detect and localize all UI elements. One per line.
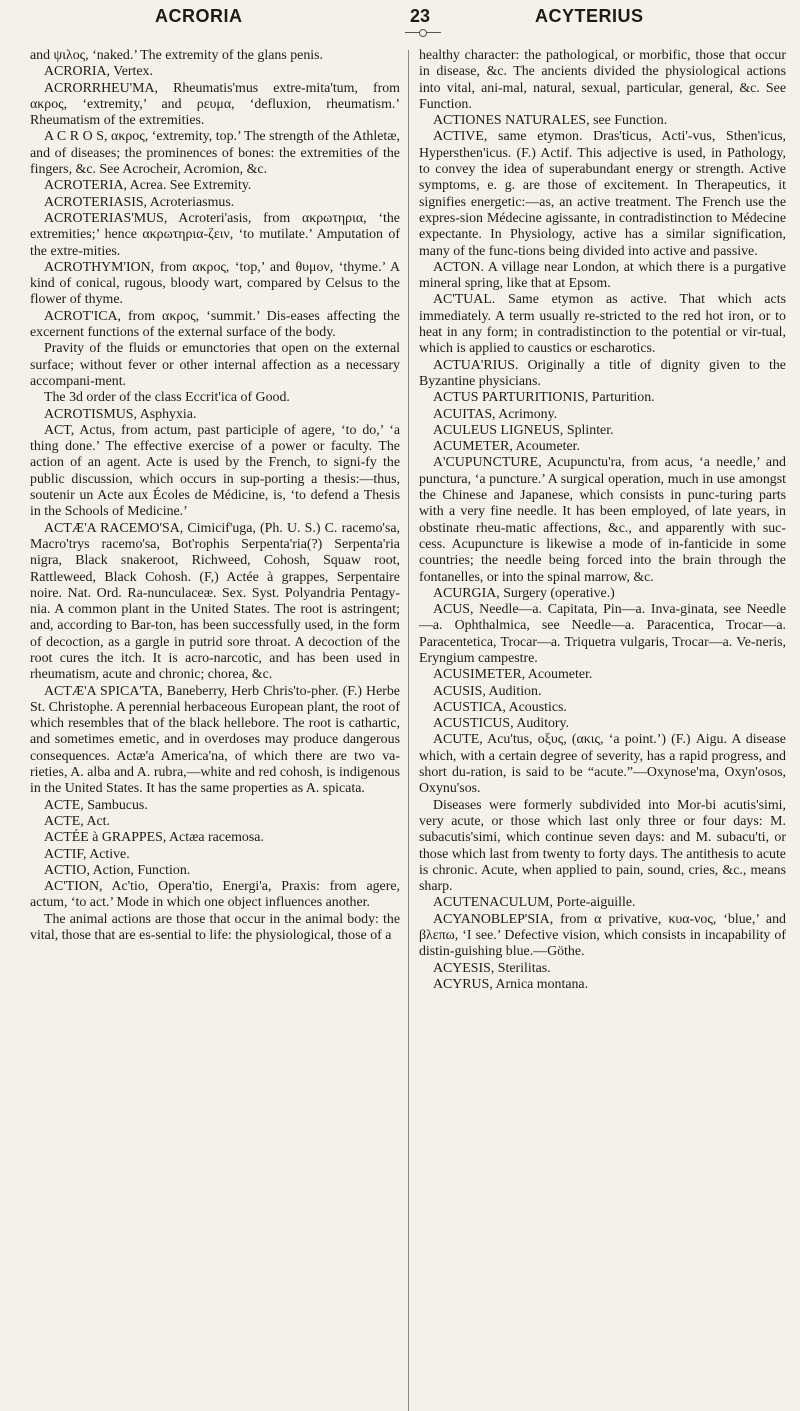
entry: A'CUPUNCTURE, Acupunctu'ra, from acus, ‘a needle,’ and punctura, ‘a puncture.’ A surgical operation, much in use amongst the Chinese and Japanese, which consists in punc-turing parts with a very fine needle. It has been employed, of late years, in obstinate rheu-matic affections, &c., and apparently with suc-cess. Acupuncture is likewise a mode of in-fanticide in some countries; the needle being forced into the brain through the fontanelles, or into the spinal marrow, &c. xyxy=(418,455,786,585)
entry: ACTIF, Active. xyxy=(44,846,130,862)
entry: ACTON. A village near London, at which there is a purgative mineral spring, like that at Epsom. xyxy=(418,259,786,292)
entry: ACYESIS, Sterilitas. xyxy=(432,960,551,976)
left-running-headword: ACRORIA xyxy=(155,6,243,26)
page-header xyxy=(30,0,786,50)
entry: ACUMETER, Acoumeter. xyxy=(432,439,580,455)
text-columns xyxy=(30,48,786,1411)
entry: healthy character: the pathological, or morbific, those that occur in disease, &c. The ancients divided the physiological actions into vital, ani-mal, natural, sexual, particular, general, &c. See Function. xyxy=(418,48,786,112)
entry: ACTÉE à GRAPPES, Actæa racemosa. xyxy=(44,830,264,846)
entry: ACROTERIAS'MUS, Acroteri'asis, from ακρωτηρια, ‘the extremities;’ hence ακρωτηρια-ζειν, ‘to mutilate.’ Amputation of the extre-mities. xyxy=(30,210,400,259)
entry: ACUSIMETER, Acoumeter. xyxy=(432,667,593,683)
entry: ACYANOBLEP'SIA, from α privative, κυα-νος, ‘blue,’ and βλεπω, ‘I see.’ Defective vision, which consists in incapability of distin-guishing blue.—Göthe. xyxy=(418,911,786,960)
entry: ACROTISMUS, Asphyxia. xyxy=(44,406,197,422)
entry: ACURGIA, Surgery (operative.) xyxy=(432,585,615,601)
entry: ACULEUS LIGNEUS, Splinter. xyxy=(432,422,614,438)
entry: ACYRUS, Arnica montana. xyxy=(432,976,589,992)
entry: ACTIONES NATURALES, see Function. xyxy=(432,113,668,129)
entry: Pravity of the fluids or emunctories that open on the external surface; without fever or other internal affection as a necessary accompani-ment. xyxy=(30,341,400,389)
entry: The animal actions are those that occur in the animal body: the vital, those that are es-sential to life: the physiological, those of a xyxy=(30,911,400,944)
column-divider xyxy=(408,50,409,1411)
entry: ACTÆ'A RACEMO'SA, Cimicif'uga, (Ph. U. S.) C. racemo'sa, Macro'trys racemo'sa, Bot'rophis Serpenta'ria(?) Serpenta'ria nigra, Black snakeroot, Richweed, Cohosh, Squaw root, Rattleweed, Black Cohosh. (F,) Actée à grappes, Serpentaire noire. Nat. Ord. Ra-nunculaceæ. Sex. Syst. Polyandria Pentagy-nia. A common plant in the United States. The root is astringent; and, according to Bar-ton, has been successfully used, in the form of decoction, as a gargle in putrid sore throat. A decoction of the root cures the itch. It is acro-narcotic, and has been used in rheumatism, acute and chronic; chorea, &c. xyxy=(30,520,400,683)
entry: ACUTE, Acu'tus, οξυς, (ακις, ‘a point.’) (F.) Aigu. A disease which, with a certain degree of severity, has a rapid progress, and short du-ration, is said to be “acute.”—Oxynose'ma, Oxyn'osos, Oxynu'sos. xyxy=(418,732,786,797)
entry: ACUTENACULUM, Porte-aiguille. xyxy=(432,895,636,911)
right-column xyxy=(419,48,786,1411)
entry: ACRORIA, Vertex. xyxy=(44,64,153,80)
entry: ACROTHYM'ION, from ακρος, ‘top,’ and θυμον, ‘thyme.’ A kind of conical, rugous, bloody wart, compared by Celsus to the flower of thyme. xyxy=(30,259,400,308)
entry: ACTÆ'A SPICA'TA, Baneberry, Herb Chris'to-pher. (F.) Herbe St. Christophe. A perennial herbaceous European plant, the root of which resembles that of the black hellebore. The root is cathartic, and sometimes emetic, and in overdoses may produce dangerous consequences. Actæ'a America'na, of which there are two va-rieties, A. alba and A. rubra,—white and red cohosh, is indigenous in the United States. It has the same properties as A. spicata. xyxy=(30,683,400,797)
entry: and ψιλος, ‘naked.’ The extremity of the glans penis. xyxy=(30,48,324,63)
entry: ACROTERIASIS, Acroteriasmus. xyxy=(44,194,235,210)
entry: ACUSTICUS, Auditory. xyxy=(432,716,570,732)
entry: ACTIO, Action, Function. xyxy=(44,862,191,878)
entry: The 3d order of the class Eccrit'ica of Good. xyxy=(44,390,290,406)
entry: ACTE, Sambucus. xyxy=(44,797,148,813)
entry: ACUSTICA, Acoustics. xyxy=(432,699,567,715)
entry: ACROTERIA, Acrea. See Extremity. xyxy=(44,178,252,194)
entry: Diseases were formerly subdivided into Mor-bi acutis'simi, very acute, or those which last only three or four days: M. subacutis'simi, which continue seven days: and M. subacu'ti, or those which last from twenty to forty days. The antithesis to acute is chronic. Acute, when applied to pain, sound, cries, &c., means sharp. xyxy=(418,797,786,895)
right-running-headword: ACYTERIUS xyxy=(535,6,644,26)
entry: ACTIVE, same etymon. Dras'ticus, Acti'-vus, Sthen'icus, Hypersthen'icus. (F.) Actif. This adjective is used, in Pathology, to convey the idea of superabundant energy or strength. Active symptoms, e. g. are those of excitement. In Therapeutics, it signifies energetic:—as, an active treatment. The French use the expres-sion Médecine agissante, in contradistinction to Médecine expectante. In Physiology, active has a similar signification, many of the func-tions being divided into active and passive. xyxy=(418,129,786,259)
entry: ACTUA'RIUS. Originally a title of dignity given to the Byzantine physicians. xyxy=(418,357,786,389)
entry: ACUS, Needle—a. Capitata, Pin—a. Inva-ginata, see Needle—a. Ophthalmica, see Needle—a. Paracentica, Trocar—a. Paracentetica, Trocar—a. Triquetra vulgaris, Trocar—a. Ve-neris, Eryngium campestre. xyxy=(418,602,786,666)
entry: ACUITAS, Acrimony. xyxy=(432,406,558,422)
entry: ACRORRHEU'MA, Rheumatis'mus extre-mita'tum, from ακρος, ‘extremity,’ and ρευμα, ‘defluxion, rheumatism.’ Rheumatism of the extremities. xyxy=(30,80,400,129)
entry: ACTE, Act. xyxy=(44,813,110,829)
entry: ACROT'ICA, from ακρος, ‘summit.’ Dis-eases affecting the excernent functions of the external surface of the body. xyxy=(30,308,400,341)
left-column xyxy=(30,48,400,1411)
entry: A C R O S, ακρος, ‘extremity, top.’ The strength of the Athletæ, and of diseases; the prominences of bones: the extremities of the fingers, &c. See Acrocheir, Acromion, &c. xyxy=(30,129,400,178)
entry: ACT, Actus, from actum, past participle of agere, ‘to do,’ ‘a thing done.’ The effective exercise of a power or faculty. The action of an agent. Acte is used by the French, to signi-fy the public discussion, which occurs in sup-porting a thesis:—thus, soutenir un Acte aux Écoles de Médicine, is, ‘to defend a Thesis in the Schools of Medicine.’ xyxy=(30,422,400,520)
entry: ACUSIS, Audition. xyxy=(432,683,542,699)
entry: AC'TUAL. Same etymon as active. That which acts immediately. A term usually re-stricted to the red hot iron, or to heat in any form; in contradistinction to the potential or vir-tual, which is applied to caustics or escharotics. xyxy=(418,292,786,357)
page-number: 23 xyxy=(410,6,431,26)
entry: AC'TION, Ac'tio, Opera'tio, Energi'a, Praxis: from agere, actum, ‘to act.’ Mode in which one object influences another. xyxy=(30,879,400,911)
entry: ACTUS PARTURITIONIS, Parturition. xyxy=(432,390,655,406)
header-ornament xyxy=(405,32,441,33)
